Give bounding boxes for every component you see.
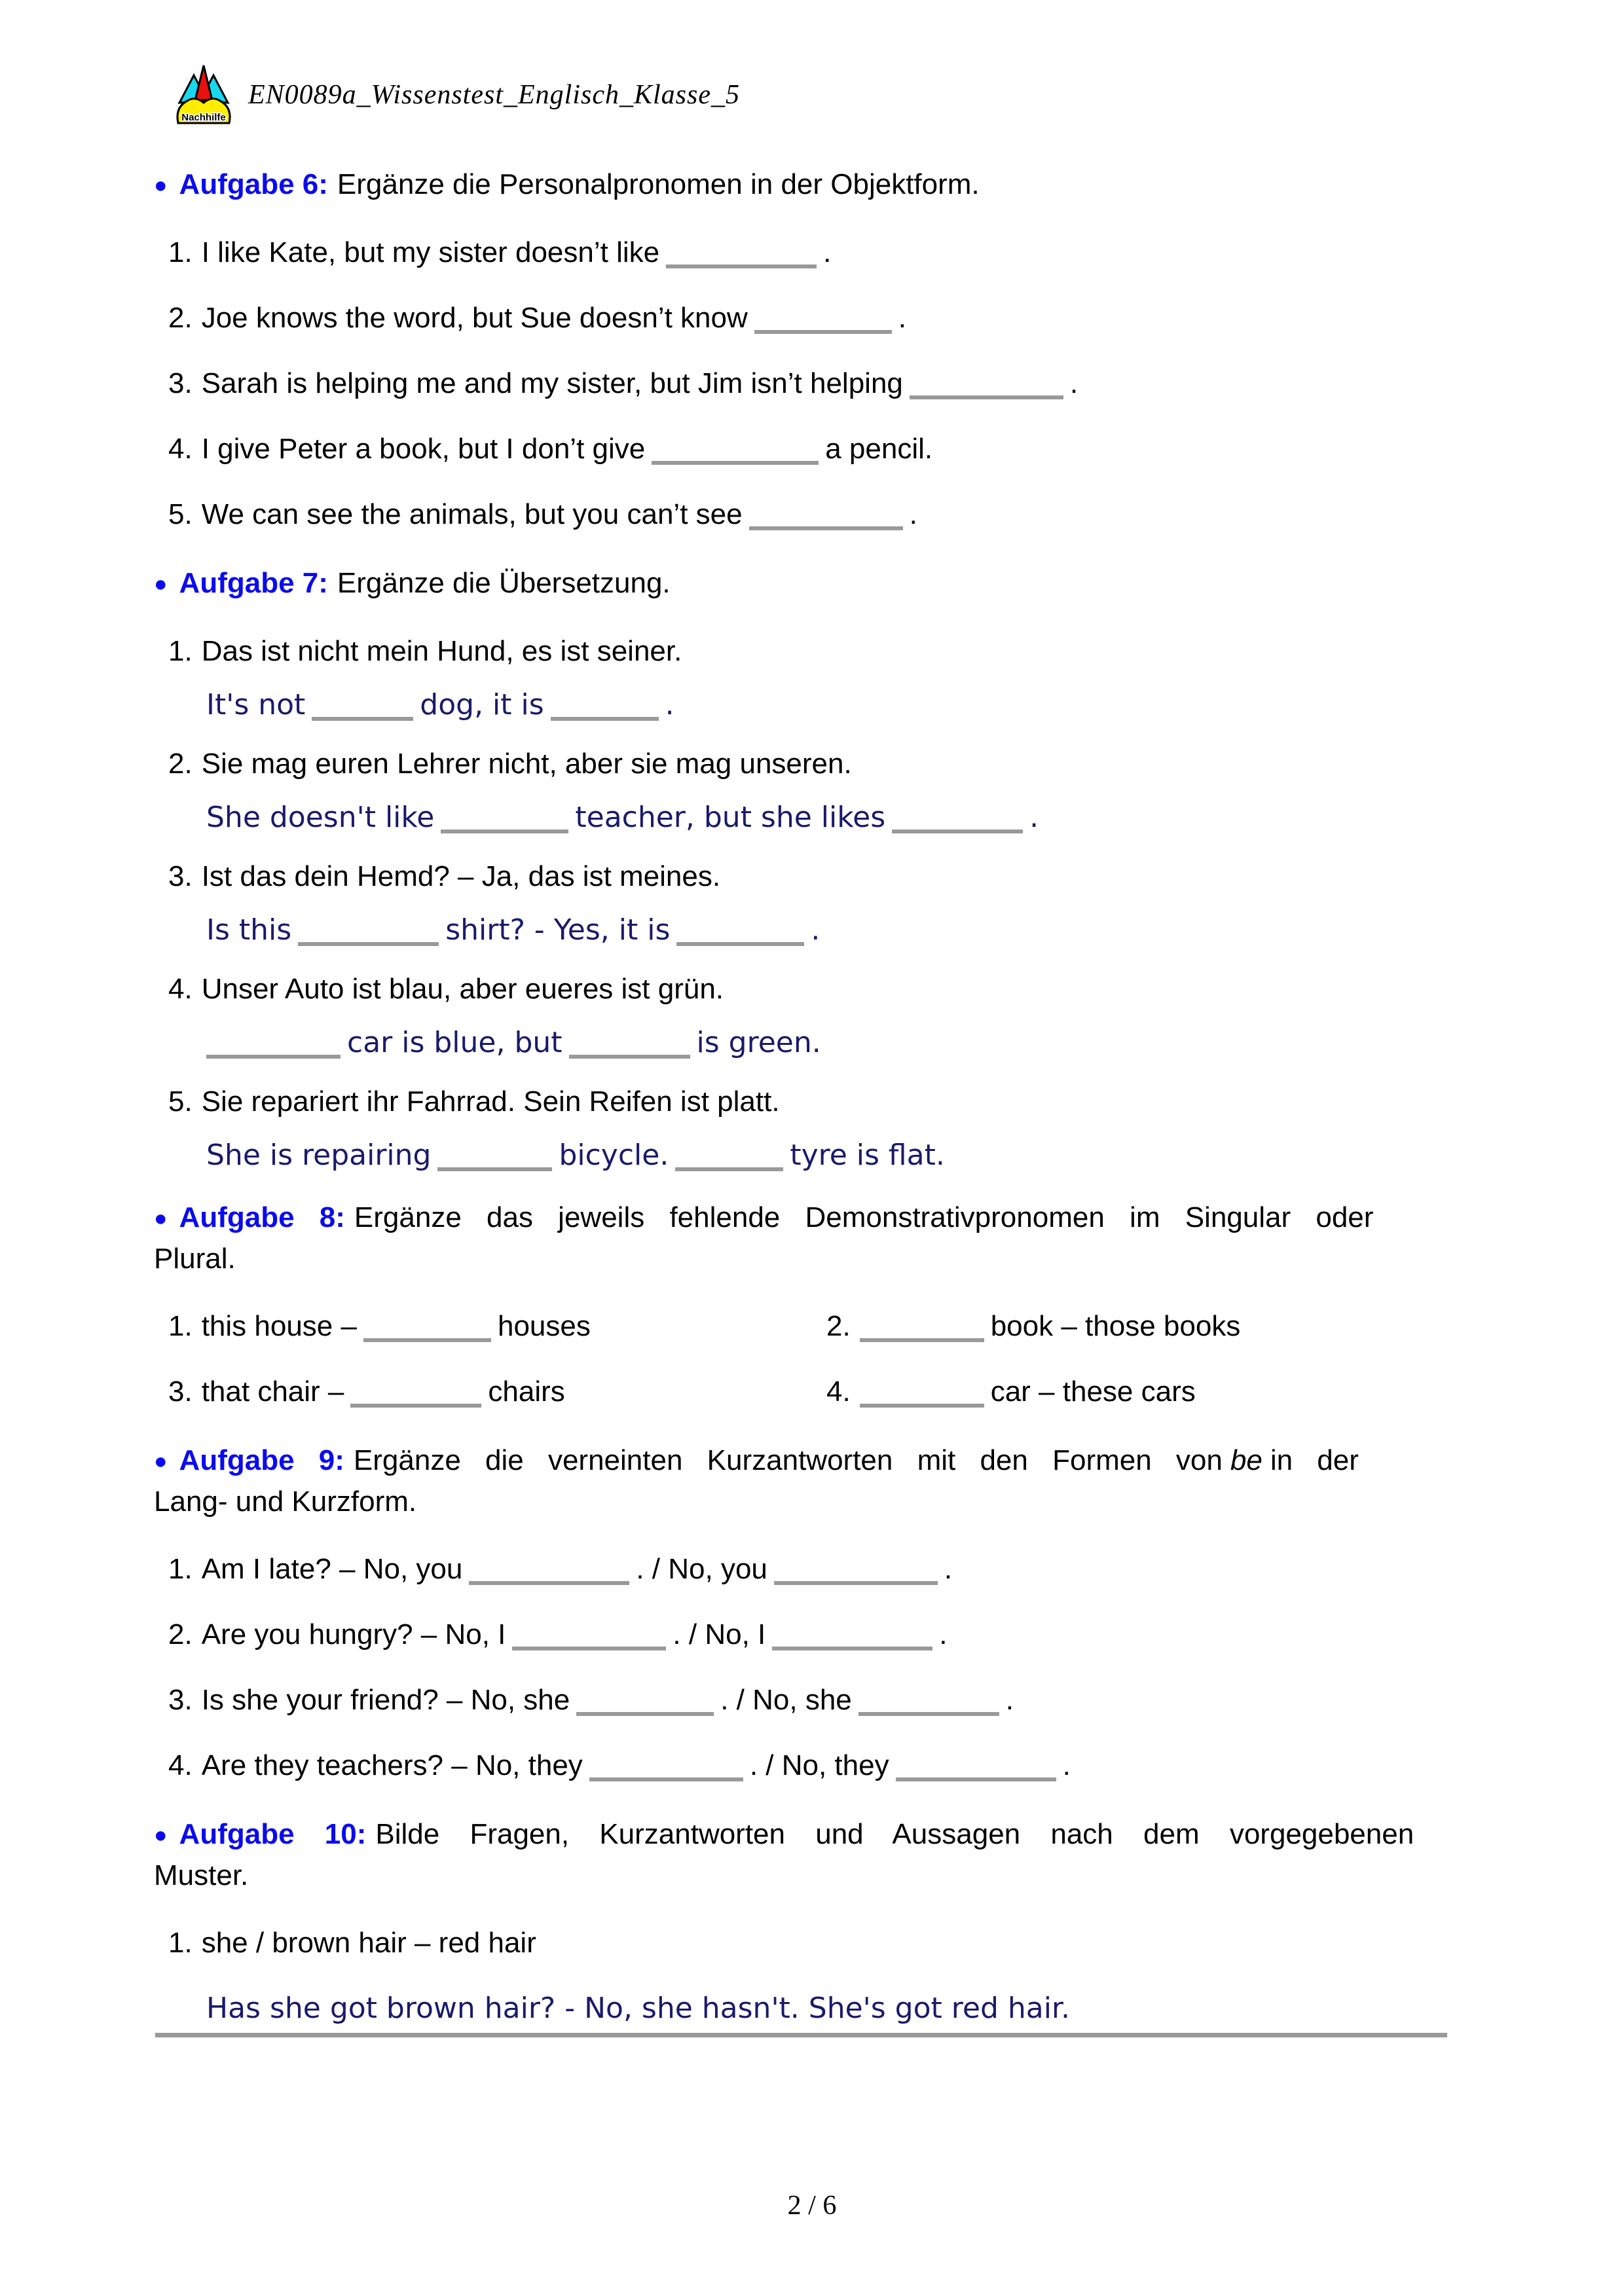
task-8-heading — [154, 1197, 1447, 1279]
answer-text: shirt? - Yes, it is — [445, 913, 671, 947]
item-text: Joe knows the word, but Sue doesn’t know — [201, 302, 748, 334]
item-text: Sarah is helping me and my sister, but Jim isn’t helping — [201, 367, 903, 399]
blank-line[interactable] — [298, 936, 439, 946]
bullet-icon: ● — [154, 1449, 168, 1474]
blank-line[interactable] — [437, 1161, 552, 1171]
blank-line[interactable] — [910, 389, 1063, 399]
answer-text: dog, it is — [420, 688, 544, 721]
blank-line[interactable] — [675, 1161, 783, 1171]
task-7-instruction: Ergänze die Übersetzung. — [337, 567, 671, 599]
item-text: Are they teachers? – No, they — [201, 1749, 583, 1781]
blank-line[interactable] — [441, 823, 568, 833]
item-number: 3. — [168, 1684, 193, 1716]
task-6-item-5 — [168, 498, 1447, 532]
item-text: . / No, she — [720, 1684, 852, 1716]
task-8-item-2 — [826, 1309, 1447, 1343]
item-text: Am I late? – No, you — [201, 1553, 463, 1585]
item-text: car – these cars — [990, 1376, 1196, 1408]
task-6-label: Aufgabe 6: — [179, 168, 328, 200]
item-text: . / No, I — [673, 1618, 766, 1650]
task-6-heading — [154, 164, 1447, 206]
item-text: . — [944, 1553, 953, 1585]
task-8-instruction-line1: Ergänze das jeweils fehlende Demonstrativpronomen im Singular oder — [354, 1201, 1374, 1233]
answer-text: bicycle. — [559, 1139, 669, 1172]
item-text: Ist das dein Hemd? – Ja, das ist meines. — [201, 860, 721, 892]
item-number: 1. — [168, 236, 193, 268]
item-number: 4. — [168, 433, 193, 465]
task-8-item-3 — [168, 1375, 826, 1409]
task-10-label: Aufgabe 10: — [179, 1818, 367, 1850]
blank-line[interactable] — [666, 258, 817, 268]
answer-text: . — [1029, 801, 1039, 834]
task-9-instruction-em: be — [1230, 1444, 1263, 1476]
task-7-label: Aufgabe 7: — [179, 567, 328, 599]
answer-text: car is blue, but — [347, 1026, 563, 1059]
answer-text: . — [665, 688, 674, 721]
bullet-icon: ● — [154, 572, 168, 596]
task-7-item-2-answer — [206, 801, 1447, 835]
item-text: a pencil. — [825, 433, 933, 465]
task-10-heading — [154, 1814, 1447, 1896]
answer-text: She is repairing — [206, 1139, 432, 1172]
item-number: 3. — [168, 367, 193, 399]
item-text: . — [939, 1618, 948, 1650]
item-number: 1. — [168, 1310, 193, 1342]
task-9-item-4 — [168, 1749, 1447, 1783]
task-6-item-4 — [168, 432, 1447, 466]
item-number: 2. — [168, 302, 193, 334]
item-number: 1. — [168, 635, 193, 667]
blank-line[interactable] — [860, 1397, 984, 1408]
item-text: this house – — [201, 1310, 357, 1342]
blank-line[interactable] — [206, 1048, 341, 1059]
logo-label: Nachhilfe — [181, 112, 226, 123]
task-7-item-1-de — [168, 634, 1447, 668]
blank-line[interactable] — [512, 1640, 666, 1650]
item-number: 3. — [168, 1376, 193, 1408]
item-text: houses — [497, 1310, 591, 1342]
blank-line[interactable] — [569, 1048, 690, 1059]
item-text: she / brown hair – red hair — [201, 1927, 536, 1959]
task-9-item-3 — [168, 1683, 1447, 1717]
item-number: 5. — [168, 498, 193, 530]
page-number: 2 / 6 — [787, 2191, 837, 2221]
item-text: Sie mag euren Lehrer nicht, aber sie mag unseren. — [201, 748, 852, 780]
item-text: I like Kate, but my sister doesn’t like — [201, 236, 660, 268]
blank-line[interactable] — [312, 710, 413, 721]
blank-line[interactable] — [469, 1575, 629, 1585]
item-text: . / No, they — [749, 1749, 889, 1781]
task-8-item-1 — [168, 1309, 826, 1343]
nachhilfe-logo — [174, 62, 234, 128]
task-9-item-2 — [168, 1618, 1447, 1652]
document-title: EN0089a_Wissenstest_Englisch_Klasse_5 — [248, 80, 740, 110]
blank-line[interactable] — [551, 710, 659, 721]
task-8-item-4 — [826, 1375, 1447, 1409]
task-8-row-2 — [168, 1375, 1447, 1409]
item-text: . — [1005, 1684, 1014, 1716]
task-6-instruction: Ergänze die Personalpronomen in der Objektform. — [337, 168, 980, 200]
page-header — [174, 62, 1447, 128]
blank-line[interactable] — [652, 454, 819, 465]
blank-line[interactable] — [754, 323, 892, 334]
item-number: 4. — [168, 1749, 193, 1781]
bullet-icon: ● — [154, 1823, 168, 1848]
task-7-item-5-de — [168, 1085, 1447, 1119]
blank-line[interactable] — [774, 1575, 938, 1585]
task-7-item-4-de — [168, 972, 1447, 1006]
task-7-item-4-answer — [206, 1026, 1447, 1060]
item-text: book – those books — [990, 1310, 1241, 1342]
item-number: 3. — [168, 860, 193, 892]
task-9-label: Aufgabe 9: — [179, 1444, 344, 1476]
bullet-icon: ● — [154, 173, 168, 198]
item-text: chairs — [488, 1376, 565, 1408]
item-text: Unser Auto ist blau, aber eueres ist grün. — [201, 973, 724, 1005]
task-10-answer-line[interactable] — [155, 1992, 1447, 2037]
item-number: 1. — [168, 1927, 193, 1959]
item-text: . — [909, 498, 917, 530]
task-7-item-2-de — [168, 747, 1447, 781]
task-6-item-3 — [168, 367, 1447, 401]
task-7-item-1-answer — [206, 688, 1447, 722]
answer-text: is green. — [696, 1026, 821, 1059]
bullet-icon: ● — [154, 1206, 168, 1231]
item-text: . / No, you — [636, 1553, 767, 1585]
task-6-item-2 — [168, 301, 1447, 335]
blank-line[interactable] — [363, 1332, 491, 1342]
item-text: . — [898, 302, 906, 334]
item-text: Das ist nicht mein Hund, es ist seiner. — [201, 635, 682, 667]
item-text: Are you hungry? – No, I — [201, 1618, 506, 1650]
item-text: . — [823, 236, 832, 268]
task-8-row-1 — [168, 1309, 1447, 1343]
item-number: 4. — [826, 1376, 851, 1408]
item-number: 5. — [168, 1085, 193, 1118]
task-10-instruction-line1: Bilde Fragen, Kurzantworten und Aussagen nach dem vorgegebenen — [375, 1818, 1414, 1850]
answer-text: Has she got brown hair? - No, she hasn't. She's got red hair. — [206, 1992, 1070, 2025]
item-number: 2. — [168, 1618, 193, 1650]
blank-line[interactable] — [589, 1771, 743, 1781]
blank-line[interactable] — [772, 1640, 932, 1650]
task-9-item-1 — [168, 1552, 1447, 1586]
item-text: We can see the animals, but you can’t see — [201, 498, 743, 530]
task-9-instruction-pre: Ergänze die verneinten Kurzantworten mit den Formen von — [353, 1444, 1223, 1476]
blank-line[interactable] — [860, 1332, 984, 1342]
task-8-instruction-line2: Plural. — [154, 1243, 236, 1275]
item-text: Sie repariert ihr Fahrrad. Sein Reifen ist platt. — [201, 1085, 780, 1118]
item-number: 1. — [168, 1553, 193, 1585]
blank-line[interactable] — [576, 1705, 714, 1716]
answer-text: She doesn't like — [206, 801, 435, 834]
item-number: 2. — [168, 748, 193, 780]
task-7-item-3-de — [168, 860, 1447, 894]
blank-line[interactable] — [896, 1771, 1056, 1781]
task-8-label: Aufgabe 8: — [179, 1201, 345, 1233]
item-number: 2. — [826, 1310, 851, 1342]
task-10-item-1 — [168, 1926, 1447, 1960]
answer-text: tyre is flat. — [790, 1139, 945, 1172]
task-6-item-1 — [168, 236, 1447, 270]
blank-line[interactable] — [749, 520, 903, 530]
task-7-item-3-answer — [206, 913, 1447, 947]
answer-text: teacher, but she likes — [575, 801, 886, 834]
task-7-heading — [154, 563, 1447, 604]
task-10-instruction-line2: Muster. — [154, 1859, 249, 1891]
item-number: 4. — [168, 973, 193, 1005]
item-text: Is she your friend? – No, she — [201, 1684, 570, 1716]
item-text: . — [1062, 1749, 1071, 1781]
blank-line[interactable] — [892, 823, 1023, 833]
blank-line[interactable] — [676, 936, 804, 946]
blank-line[interactable] — [350, 1397, 481, 1408]
task-9-instruction-post: in der — [1270, 1444, 1359, 1476]
task-9-instruction-line2: Lang- und Kurzform. — [154, 1485, 417, 1518]
answer-text: It's not — [206, 688, 306, 721]
item-text: I give Peter a book, but I don’t give — [201, 433, 646, 465]
item-text: . — [1069, 367, 1079, 399]
answer-text: Is this — [206, 913, 292, 947]
task-9-heading — [154, 1440, 1447, 1522]
task-7-item-5-answer — [206, 1139, 1447, 1173]
blank-line[interactable] — [858, 1705, 999, 1716]
answer-text: . — [811, 913, 821, 947]
item-text: that chair – — [201, 1376, 344, 1408]
